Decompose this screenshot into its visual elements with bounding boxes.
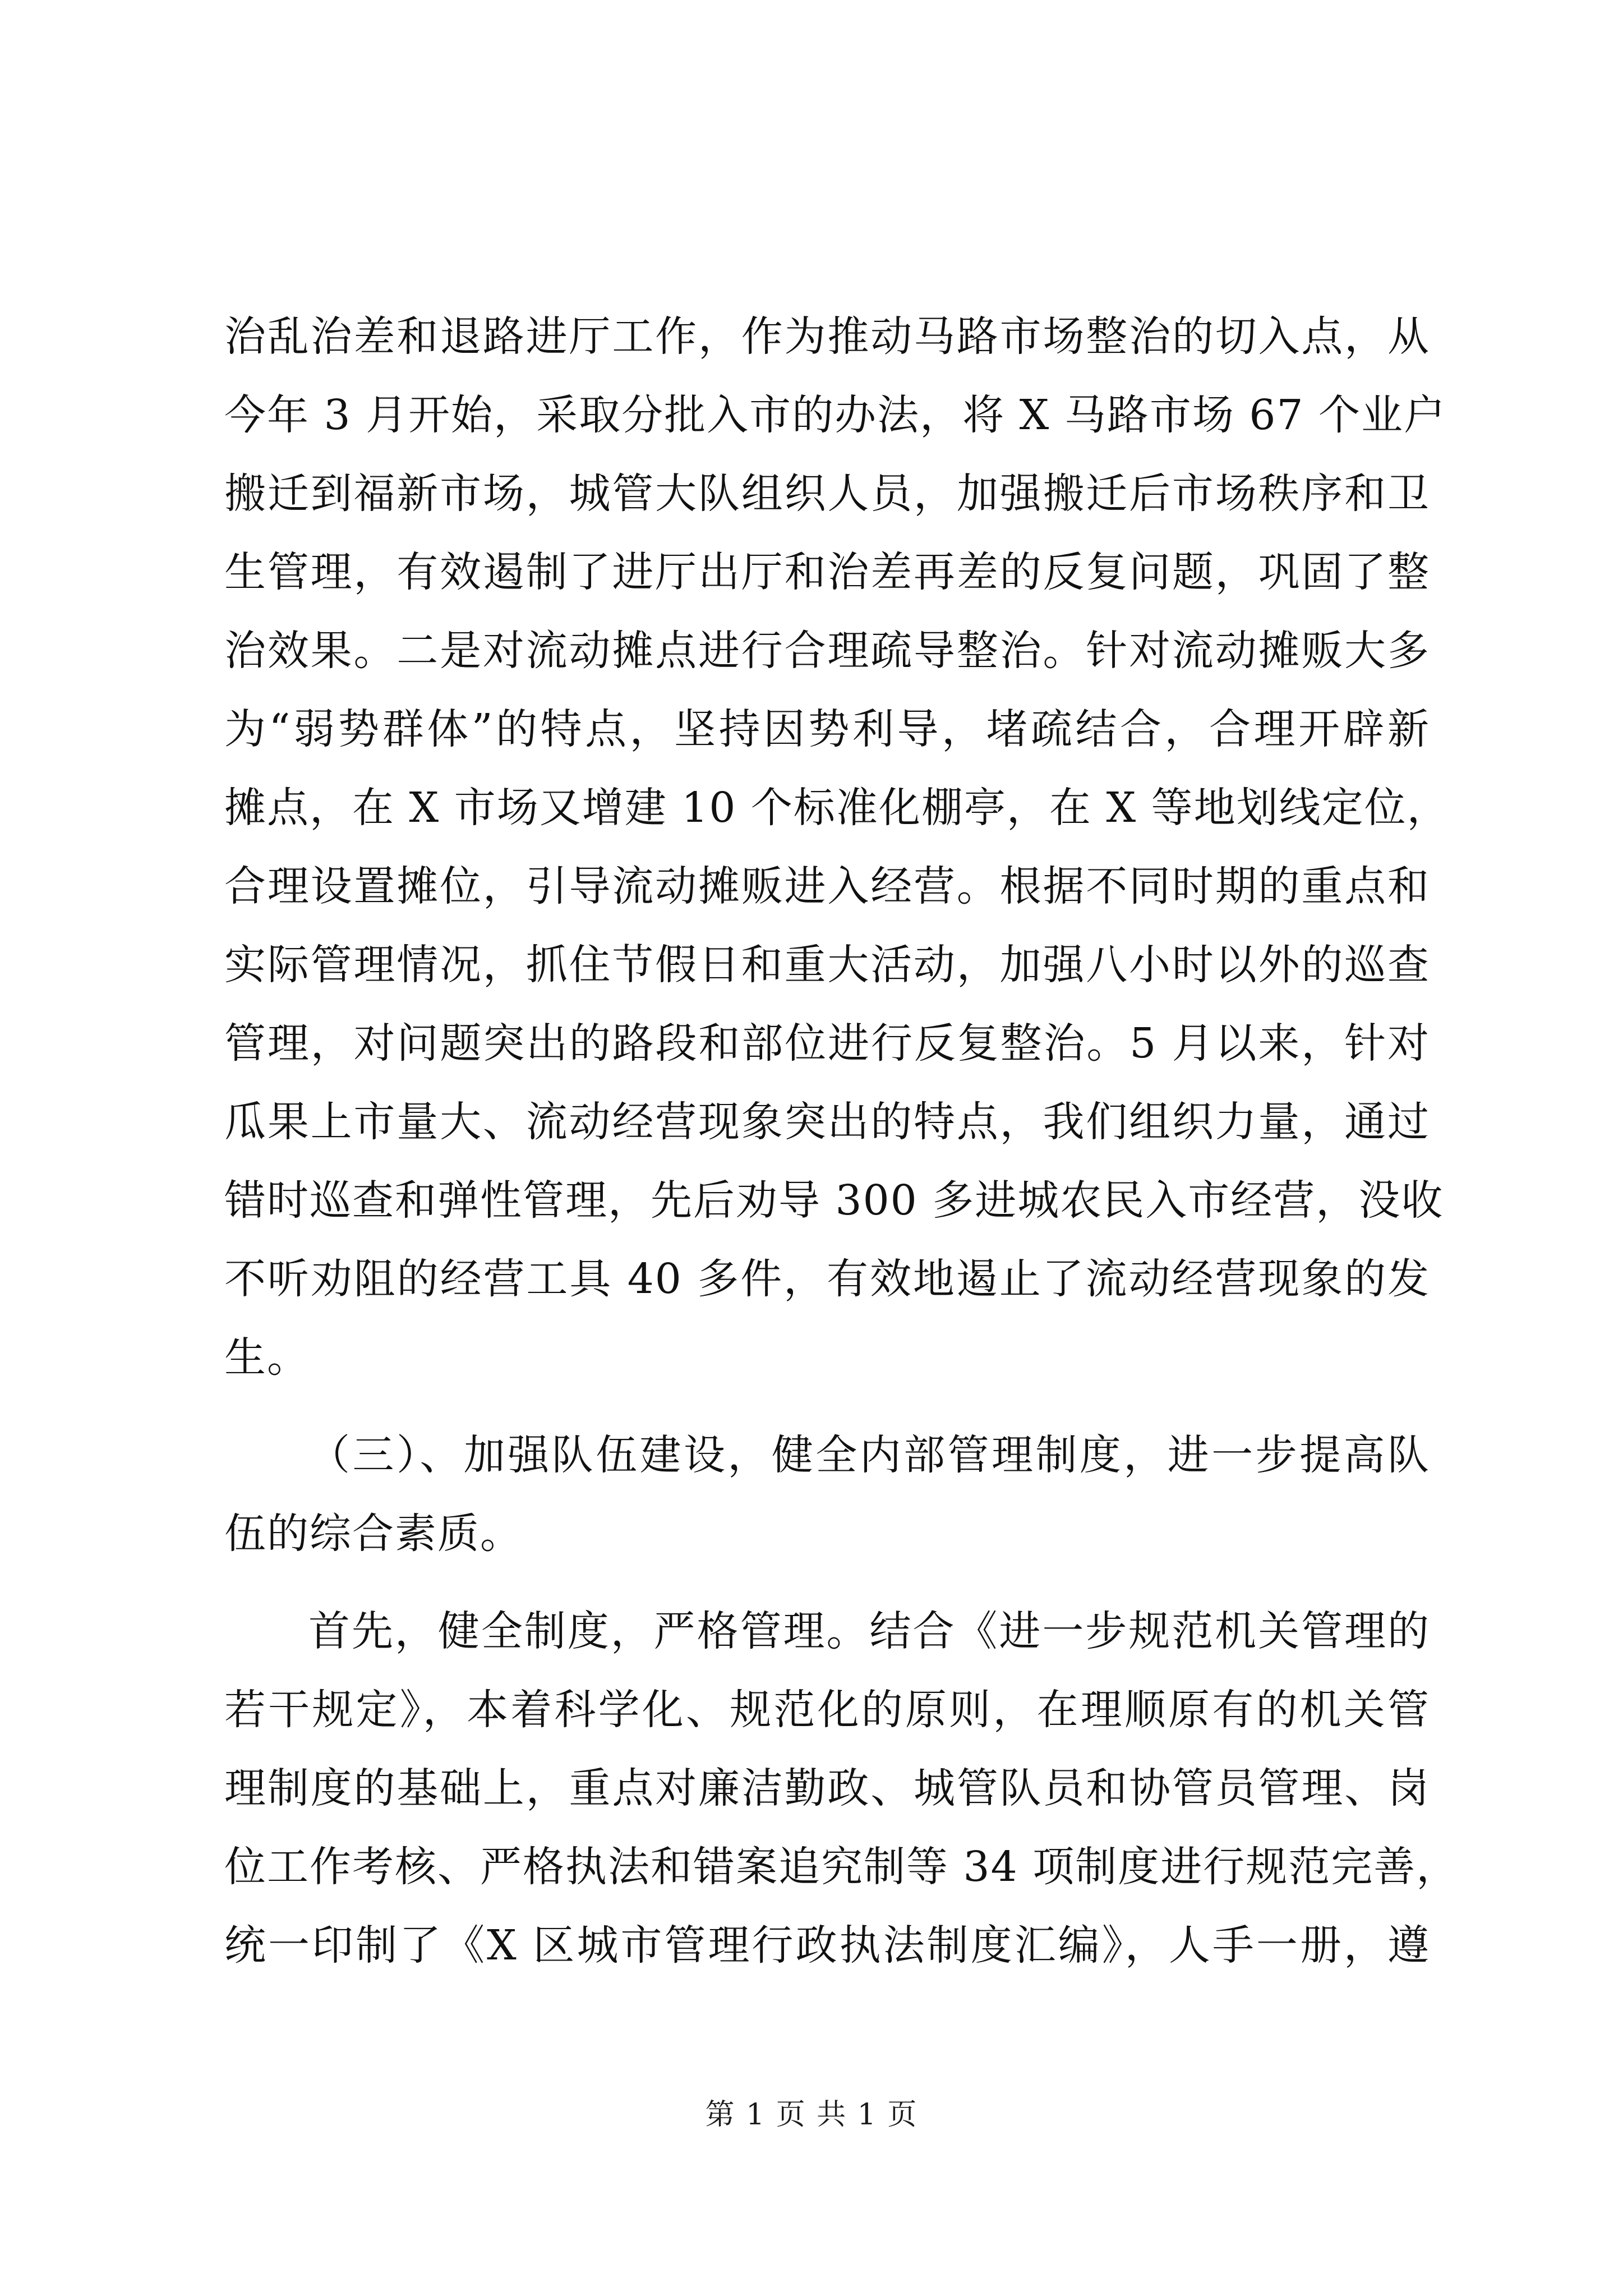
- text-line: 瓜果上市量大、流动经营现象突出的特点，我们组织力量，通过: [224, 1098, 1430, 1146]
- text-line: 不听劝阻的经营工具 40 多件，有效地遏止了流动经营现象的发: [224, 1255, 1430, 1303]
- text-line: 摊点，在 X 市场又增建 10 个标准化棚亭，在 X 等地划线定位，: [224, 784, 1450, 832]
- page-number-footer: 第 1 页 共 1 页: [705, 2098, 918, 2132]
- text-line: 生。: [224, 1333, 310, 1382]
- paragraph-3: [224, 1592, 1459, 1985]
- text-line: 错时巡查和弹性管理，先后劝导 300 多进城农民入市经营，没收: [224, 1176, 1444, 1225]
- text-line: 搬迁到福新市场，城管大队组织人员，加强搬迁后市场秩序和卫: [224, 470, 1430, 518]
- text-line: 管理，对问题突出的路段和部位进行反复整治。5 月以来，针对: [224, 1019, 1430, 1068]
- text-line: 为“弱势群体”的特点，坚持因势利导，堵疏结合，合理开辟新: [224, 705, 1430, 753]
- heading-line: 伍的综合素质。: [224, 1510, 523, 1558]
- text-line: 位工作考核、严格执法和错案追究制等 34 项制度进行规范完善，: [224, 1843, 1459, 1891]
- section-heading: [224, 1416, 1430, 1573]
- text-line: 合理设置摊位，引导流动摊贩进入经营。根据不同时期的重点和: [224, 862, 1430, 910]
- text-line: 统一印制了《X 区城市管理行政执法制度汇编》，人手一册，遵: [224, 1921, 1430, 1970]
- paragraph-1: [224, 297, 1450, 1397]
- text-line: 治乱治差和退路进厅工作，作为推动马路市场整治的切入点，从: [224, 312, 1430, 361]
- text-line: 实际管理情况，抓住节假日和重大活动，加强八小时以外的巡查: [224, 941, 1430, 989]
- document-body: [224, 297, 1459, 1985]
- text-line: 理制度的基础上，重点对廉洁勤政、城管队员和协管员管理、岗: [224, 1764, 1430, 1812]
- text-line: 若干规定》，本着科学化、规范化的原则，在理顺原有的机关管: [224, 1686, 1430, 1734]
- text-line: 治效果。二是对流动摊点进行合理疏导整治。针对流动摊贩大多: [224, 627, 1430, 675]
- heading-line: （三）、加强队伍建设，健全内部管理制度，进一步提高队: [308, 1431, 1430, 1479]
- paragraph-spacing: [224, 1573, 1430, 1592]
- text-line: 生管理，有效遏制了进厅出厅和治差再差的反复问题，巩固了整: [224, 548, 1430, 596]
- text-line: 首先，健全制度，严格管理。结合《进一步规范机关管理的: [308, 1607, 1430, 1655]
- text-line: 今年 3 月开始，采取分批入市的办法，将 X 马路市场 67 个业户: [224, 391, 1447, 439]
- paragraph-spacing: [224, 1397, 1430, 1416]
